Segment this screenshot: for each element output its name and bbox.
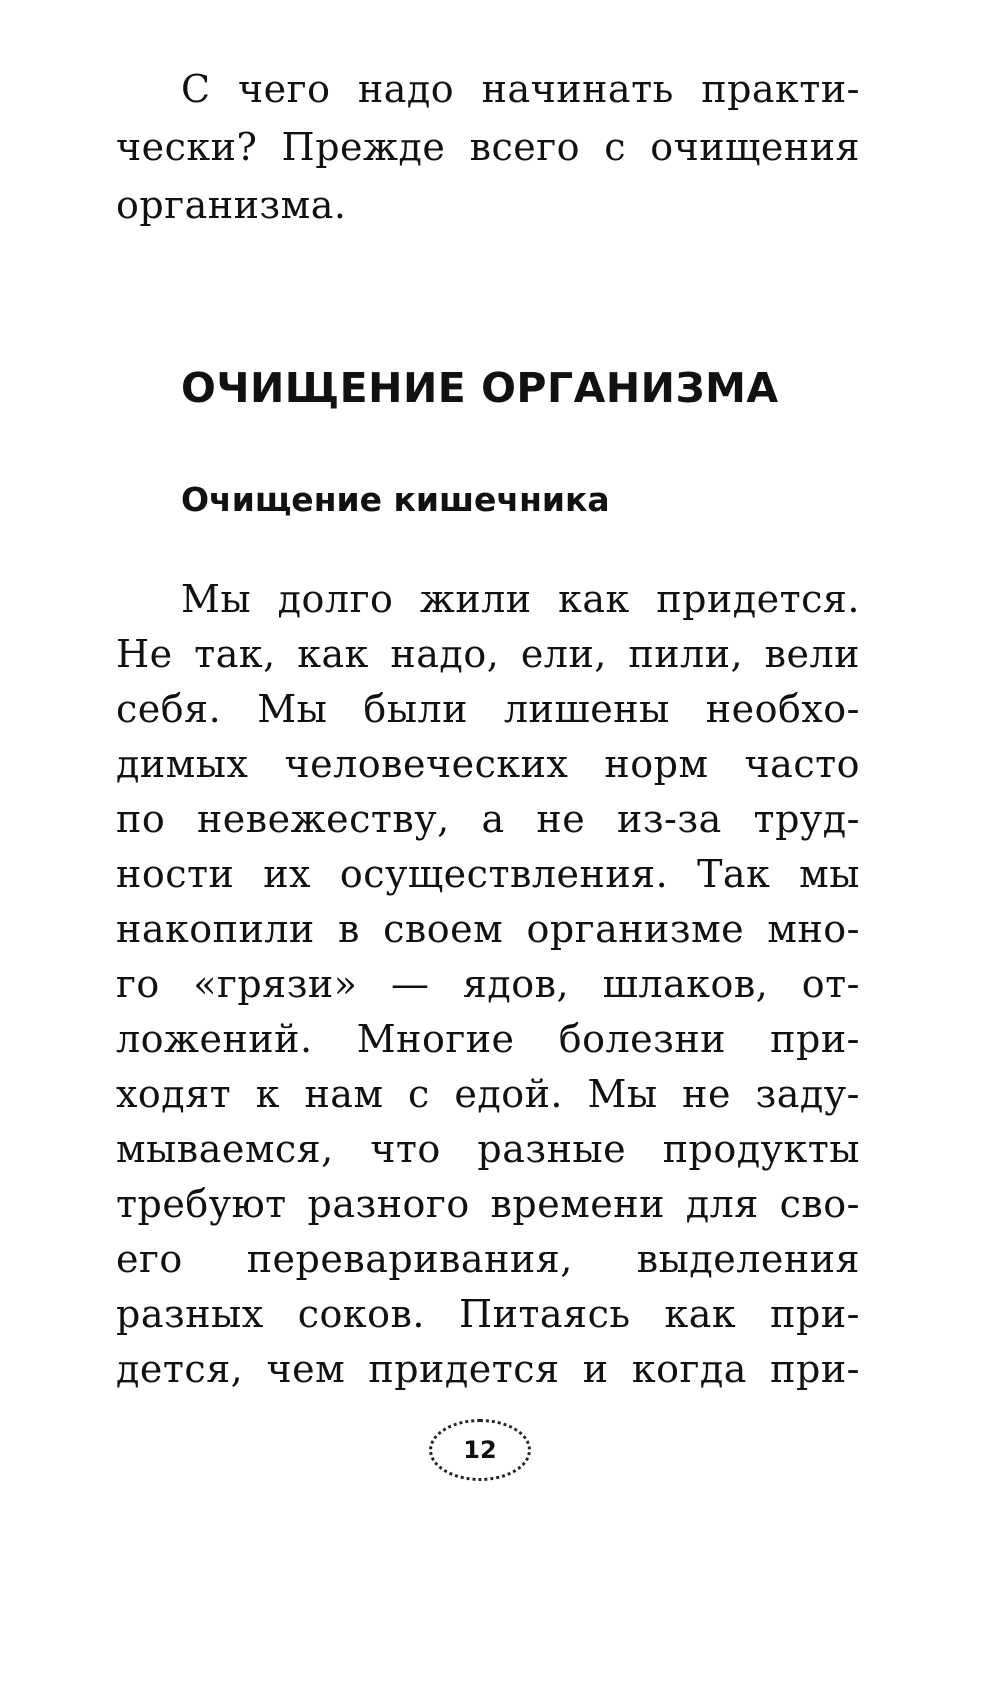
body-line-7: накопили в своем организме мно- <box>116 907 860 951</box>
page-number: 12 <box>463 1436 497 1464</box>
body-line-10: ходят к нам с едой. Мы не заду- <box>116 1072 860 1116</box>
body-line-8: го «грязи» — ядов, шлаков, от- <box>116 962 860 1006</box>
body-line-6: ности их осуществления. Так мы <box>116 852 860 896</box>
intro-line-2: чески? Прежде всего с очищения <box>116 125 860 169</box>
subsection-title: Очищение кишечника <box>181 480 610 519</box>
body-line-4: димых человеческих норм часто <box>116 742 860 786</box>
body-line-3: себя. Мы были лишены необхо- <box>116 687 860 731</box>
body-line-15: дется, чем придется и когда при- <box>116 1347 860 1391</box>
intro-line-3: организма. <box>116 183 347 227</box>
body-line-14: разных соков. Питаясь как при- <box>116 1292 860 1336</box>
body-line-13: его переваривания, выделения <box>116 1237 860 1281</box>
body-line-5: по невежеству, а не из-за труд- <box>116 797 860 841</box>
body-line-2: Не так, как надо, ели, пили, вели <box>116 632 860 676</box>
body-line-9: ложений. Многие болезни при- <box>116 1017 860 1061</box>
body-line-11: мываемся, что разные продукты <box>116 1127 860 1171</box>
section-title: ОЧИЩЕНИЕ ОРГАНИЗМА <box>181 364 779 412</box>
intro-line-1: С чего надо начинать практи- <box>181 67 860 111</box>
body-line-1: Мы долго жили как придется. <box>181 577 860 621</box>
body-line-12: требуют разного времени для сво- <box>116 1182 860 1226</box>
